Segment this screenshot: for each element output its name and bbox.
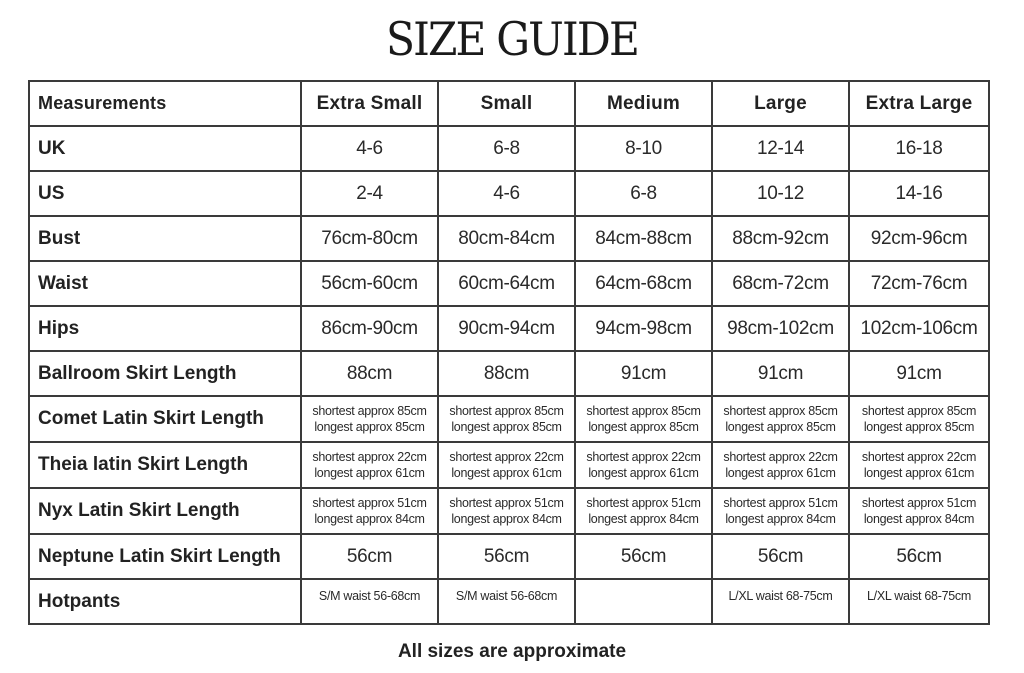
longest-value: longest approx 61cm	[314, 466, 425, 480]
table-cell: 56cm	[438, 534, 575, 579]
longest-value: longest approx 85cm	[451, 420, 562, 434]
table-row	[29, 126, 989, 171]
table-cell: L/XL waist 68-75cm	[712, 579, 849, 624]
shortest-value: shortest approx 22cm	[586, 450, 701, 464]
table-cell	[438, 396, 575, 442]
table-cell: 80cm-84cm	[438, 216, 575, 261]
row-label: Bust	[29, 216, 301, 261]
table-cell: 60cm-64cm	[438, 261, 575, 306]
row-label: Theia latin Skirt Length	[29, 442, 301, 488]
table-cell: 91cm	[712, 351, 849, 396]
table-cell: 8-10	[575, 126, 712, 171]
longest-value: longest approx 85cm	[314, 420, 425, 434]
table-row	[29, 216, 989, 261]
shortest-value: shortest approx 51cm	[586, 496, 701, 510]
table-cell: 64cm-68cm	[575, 261, 712, 306]
column-header-large: Large	[712, 81, 849, 126]
longest-value: longest approx 84cm	[863, 512, 975, 526]
table-cell	[438, 442, 575, 488]
shortest-value: shortest approx 51cm	[861, 496, 977, 510]
table-row	[29, 579, 989, 624]
table-cell: 4-6	[438, 171, 575, 216]
longest-value: longest approx 84cm	[451, 512, 562, 526]
longest-value: longest approx 85cm	[725, 420, 836, 434]
table-cell	[301, 396, 438, 442]
table-cell: 91cm	[575, 351, 712, 396]
table-row	[29, 488, 989, 534]
table-cell	[849, 396, 989, 442]
row-label: Neptune Latin Skirt Length	[29, 534, 301, 579]
row-label: UK	[29, 126, 301, 171]
table-row	[29, 442, 989, 488]
table-cell	[849, 442, 989, 488]
table-cell: 92cm-96cm	[849, 216, 989, 261]
table-cell: 94cm-98cm	[575, 306, 712, 351]
table-cell: 10-12	[712, 171, 849, 216]
table-cell: 4-6	[301, 126, 438, 171]
shortest-value: shortest approx 85cm	[861, 404, 977, 418]
row-label: Waist	[29, 261, 301, 306]
table-cell: 12-14	[712, 126, 849, 171]
shortest-value: shortest approx 85cm	[586, 404, 701, 418]
longest-value: longest approx 61cm	[451, 466, 562, 480]
table-cell	[575, 396, 712, 442]
table-cell: S/M waist 56-68cm	[301, 579, 438, 624]
column-header-measurements: Measurements	[29, 81, 301, 126]
table-row	[29, 396, 989, 442]
table-row	[29, 171, 989, 216]
row-label: Hips	[29, 306, 301, 351]
table-cell	[712, 442, 849, 488]
longest-value: longest approx 85cm	[588, 420, 699, 434]
longest-value: longest approx 84cm	[725, 512, 836, 526]
table-cell: 56cm	[301, 534, 438, 579]
row-label: Nyx Latin Skirt Length	[29, 488, 301, 534]
table-cell: 56cm	[575, 534, 712, 579]
shortest-value: shortest approx 85cm	[723, 404, 838, 418]
table-cell: 72cm-76cm	[849, 261, 989, 306]
table-cell: 84cm-88cm	[575, 216, 712, 261]
shortest-value: shortest approx 22cm	[449, 450, 564, 464]
row-label: Hotpants	[29, 579, 301, 624]
table-row	[29, 534, 989, 579]
table-cell: 90cm-94cm	[438, 306, 575, 351]
table-cell: 68cm-72cm	[712, 261, 849, 306]
longest-value: longest approx 84cm	[314, 512, 425, 526]
table-row	[29, 261, 989, 306]
table-cell: 6-8	[438, 126, 575, 171]
size-guide-table	[28, 80, 990, 625]
table-cell: 16-18	[849, 126, 989, 171]
table-cell	[575, 579, 712, 624]
table-cell: 56cm	[712, 534, 849, 579]
shortest-value: shortest approx 85cm	[449, 404, 564, 418]
table-cell	[712, 396, 849, 442]
column-header-medium: Medium	[575, 81, 712, 126]
table-header-row	[29, 81, 989, 126]
column-header-small: Small	[438, 81, 575, 126]
table-cell	[301, 442, 438, 488]
table-cell	[438, 488, 575, 534]
table-cell: 56cm-60cm	[301, 261, 438, 306]
longest-value: longest approx 84cm	[588, 512, 699, 526]
longest-value: longest approx 61cm	[588, 466, 699, 480]
shortest-value: shortest approx 22cm	[723, 450, 838, 464]
row-label: Comet Latin Skirt Length	[29, 396, 301, 442]
longest-value: longest approx 61cm	[725, 466, 836, 480]
table-cell	[712, 488, 849, 534]
table-cell: 88cm	[301, 351, 438, 396]
table-cell: 91cm	[849, 351, 989, 396]
table-cell: L/XL waist 68-75cm	[849, 579, 989, 624]
footer-note: All sizes are approximate	[397, 641, 627, 662]
table-cell: 6-8	[575, 171, 712, 216]
table-cell	[575, 488, 712, 534]
table-cell: 2-4	[301, 171, 438, 216]
column-header-extra-small: Extra Small	[301, 81, 438, 126]
table-cell: 88cm	[438, 351, 575, 396]
shortest-value: shortest approx 51cm	[312, 496, 427, 510]
shortest-value: shortest approx 85cm	[312, 404, 427, 418]
row-label: US	[29, 171, 301, 216]
table-cell: 76cm-80cm	[301, 216, 438, 261]
shortest-value: shortest approx 22cm	[861, 450, 977, 464]
table-cell: 98cm-102cm	[712, 306, 849, 351]
table-row	[29, 351, 989, 396]
table-cell: 88cm-92cm	[712, 216, 849, 261]
table-row	[29, 306, 989, 351]
table-cell: S/M waist 56-68cm	[438, 579, 575, 624]
longest-value: longest approx 85cm	[863, 420, 975, 434]
shortest-value: shortest approx 51cm	[449, 496, 564, 510]
table-cell: 14-16	[849, 171, 989, 216]
row-label: Ballroom Skirt Length	[29, 351, 301, 396]
shortest-value: shortest approx 22cm	[312, 450, 427, 464]
table-cell: 86cm-90cm	[301, 306, 438, 351]
table-cell	[849, 488, 989, 534]
shortest-value: shortest approx 51cm	[723, 496, 838, 510]
column-header-extra-large: Extra Large	[849, 81, 989, 126]
longest-value: longest approx 61cm	[863, 466, 975, 480]
page-title: SIZE GUIDE	[385, 12, 639, 66]
table-cell	[575, 442, 712, 488]
table-cell: 102cm-106cm	[849, 306, 989, 351]
table-cell	[301, 488, 438, 534]
table-cell: 56cm	[849, 534, 989, 579]
